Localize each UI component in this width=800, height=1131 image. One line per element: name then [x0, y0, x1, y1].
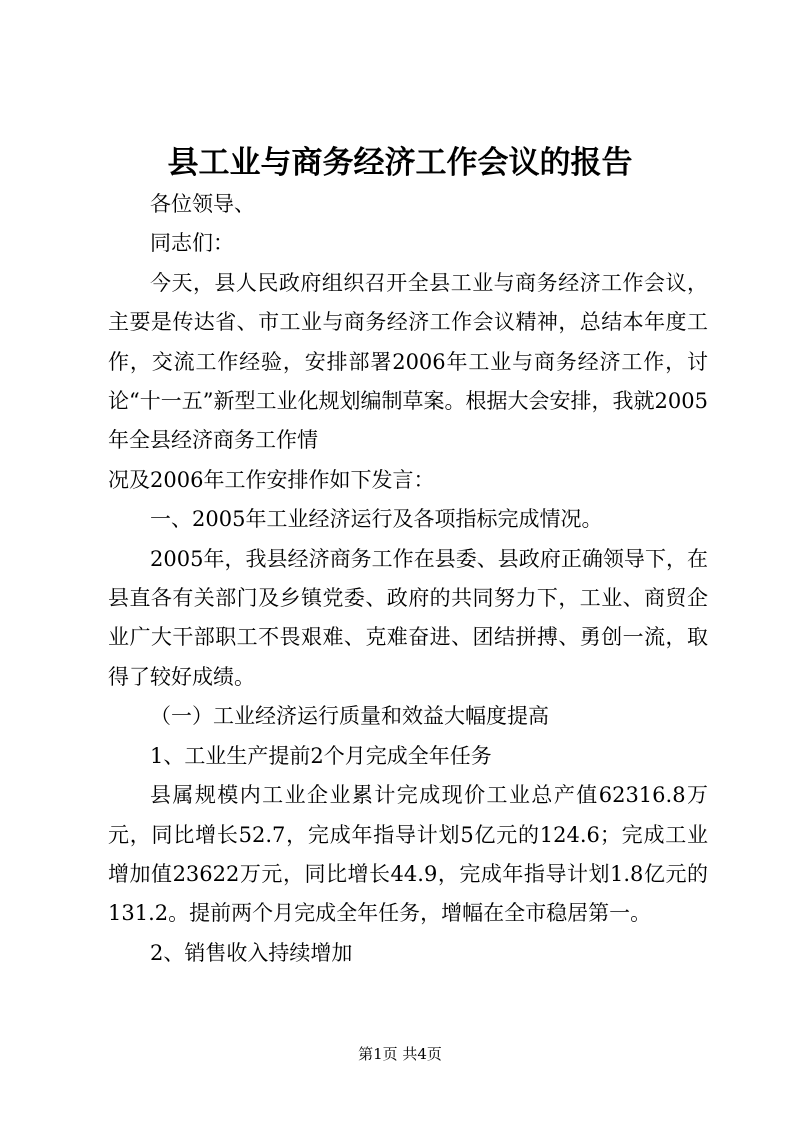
item-heading-1: 1、工业生产提前2个月完成全年任务: [150, 743, 492, 768]
salutation-leaders: 各位领导、: [150, 192, 255, 216]
paragraph-2005-summary: 2005年，我县经济商务工作在县委、县政府正确领导下，在县直各有关部门及乡镇党委、政府的共同努力下，工业、商贸企业广大干部职工不畏艰难、克难奋进、团结拼搏、勇创一流，取得了较好成绩。: [108, 546, 708, 689]
page-footer: 第1页 共4页: [358, 1045, 442, 1063]
paragraph-intro: 今天，县人民政府组织召开全县工业与商务经济工作会议，主要是传达省、市工业与商务经济工作会议精神，总结本年度工作，交流工作经验，安排部署2006年工业与商务经济工作，讨论“十一五”新型工业化规划编制草案。根据大会安排，我就2005年全县经济商务工作情: [108, 270, 708, 453]
document-title: 县工业与商务经济工作会议的报告: [167, 145, 633, 181]
paragraph-intro-continued: 况及2006年工作安排作如下发言：: [108, 467, 435, 492]
subsection-heading-1: （一）工业经济运行质量和效益大幅度提高: [150, 704, 549, 729]
document-body: [108, 185, 708, 973]
paragraph-output-value: 县属规模内工业企业累计完成现价工业总产值62316.8万元，同比增长52.7，完成年指导计划5亿元的124.6；完成工业增加值23622万元，同比增长44.9，完成年指导计划1.8亿元的131.2。提前两个月完成全年任务，增幅在全市稳居第一。: [108, 783, 708, 926]
section-heading-1: 一、2005年工业经济运行及各项指标完成情况。: [150, 507, 603, 532]
salutation-comrades: 同志们：: [150, 231, 234, 256]
item-heading-2: 2、销售收入持续增加: [150, 940, 353, 965]
